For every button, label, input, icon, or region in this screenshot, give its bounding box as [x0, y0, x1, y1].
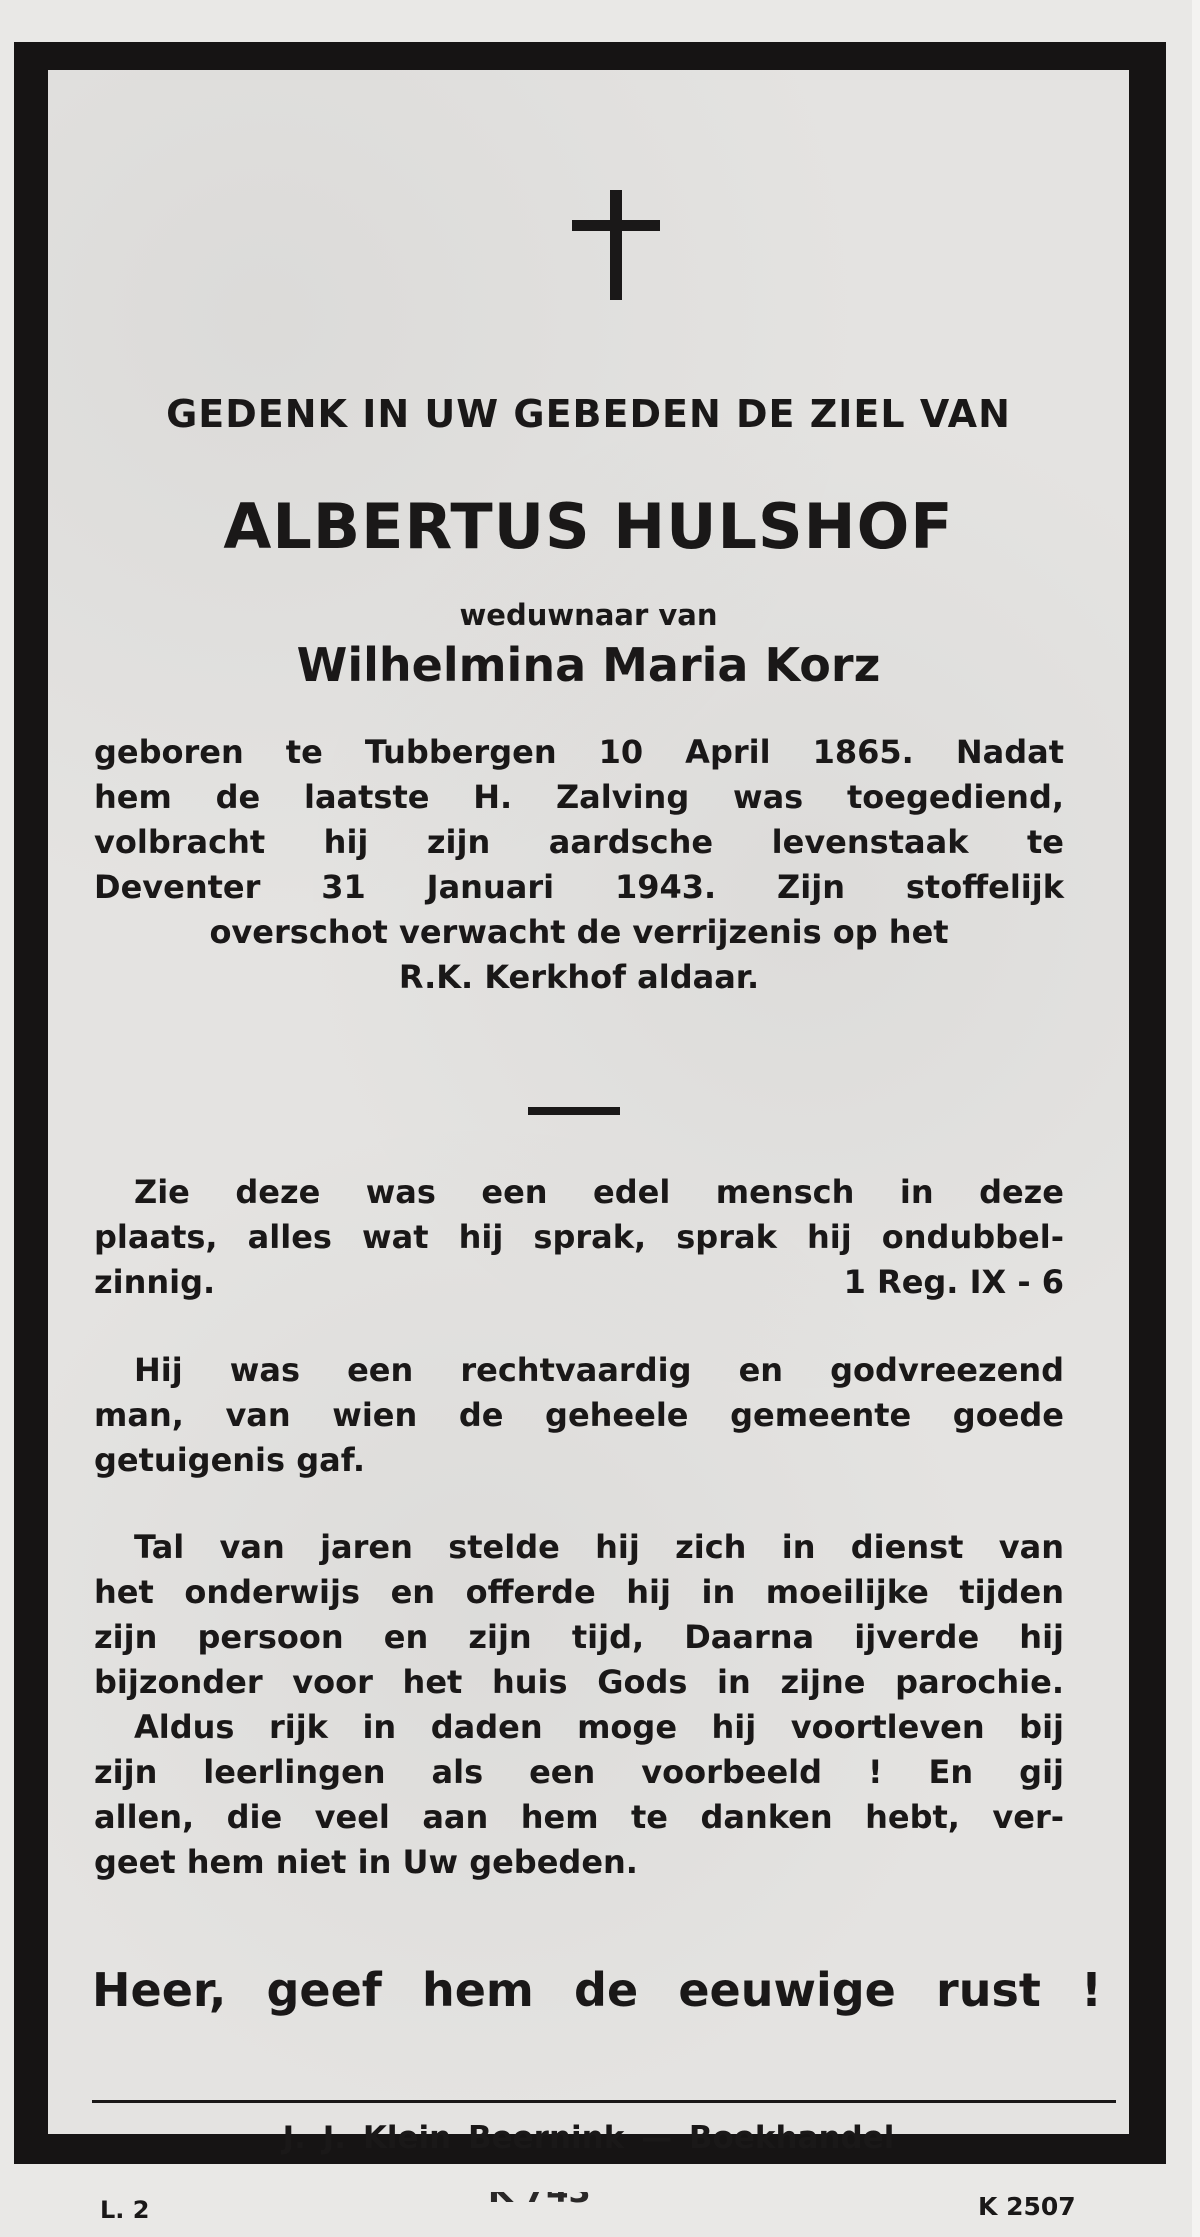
quote-paragraph [94, 1170, 1064, 1305]
biography-line: hem de laatste H. Zalving was toegediend, [94, 778, 1064, 816]
tribute-line: geet hem niet in Uw gebeden. [94, 1843, 638, 1881]
paragraph-line: getuigenis gaf. [94, 1441, 366, 1479]
tribute-line: allen, die veel aan hem te danken hebt, ver- [94, 1798, 1064, 1836]
biography-line: Deventer 31 Januari 1943. Zijn stoffelijk [94, 868, 1064, 906]
scripture-reference: 1 Reg. IX - 6 [843, 1263, 1064, 1301]
paragraph-line: Hij was een rechtvaardig en godvreezend [134, 1351, 1064, 1389]
tribute-paragraph [94, 1525, 1064, 1885]
tribute-line: zijn leerlingen als een voorbeeld ! En gij [94, 1753, 1064, 1791]
biography-line: geboren te Tubbergen 10 April 1865. Nadat [94, 733, 1064, 771]
widower-label: weduwnaar van [459, 598, 718, 632]
print-code-right: K 2507 [978, 2192, 1076, 2221]
paragraph-line: man, van wien de geheele gemeente goede [94, 1396, 1064, 1434]
tribute-line: zijn persoon en zijn tijd, Daarna ijverde hij [94, 1618, 1064, 1656]
biography-line: R.K. Kerkhof aldaar. [398, 958, 760, 996]
publisher: J. J. Klein Beernink — Boekhandel [282, 2120, 895, 2156]
tribute-line: het onderwijs en offerde hij in moeilijke tijden [94, 1573, 1064, 1611]
cross-icon [572, 190, 662, 310]
heading: GEDENK IN UW GEBEDEN DE ZIEL VAN [166, 392, 1011, 436]
print-code-left: L. 2 [100, 2196, 150, 2224]
quote-line: zinnig. [94, 1263, 216, 1301]
closing-prayer: Heer, geef hem de eeuwige rust ! [92, 1963, 1102, 2017]
tribute-line: Aldus rijk in daden moge hij voortleven bij [134, 1708, 1064, 1746]
tribute-line: Tal van jaren stelde hij zich in dienst van [134, 1528, 1064, 1566]
deceased-name: ALBERTUS HULSHOF [223, 490, 954, 563]
tribute-line: bijzonder voor het huis Gods in zijne parochie. [94, 1663, 1064, 1701]
quote-line: plaats, alles wat hij sprak, sprak hij ondubbel- [94, 1218, 1064, 1256]
righteous-paragraph [94, 1348, 1064, 1483]
biography-line: volbracht hij zijn aardsche levenstaak te [94, 823, 1064, 861]
footer-rule [92, 2100, 1116, 2103]
separator-dash [528, 1107, 620, 1115]
spouse-name: Wilhelmina Maria Korz [296, 638, 881, 692]
memorial-card [48, 70, 1129, 2224]
biography-line: overschot verwacht de verrijzenis op het [209, 913, 949, 951]
biography-paragraph [94, 730, 1064, 1000]
quote-last-line [94, 1260, 1064, 1305]
quote-line: Zie deze was een edel mensch in deze [134, 1173, 1064, 1211]
